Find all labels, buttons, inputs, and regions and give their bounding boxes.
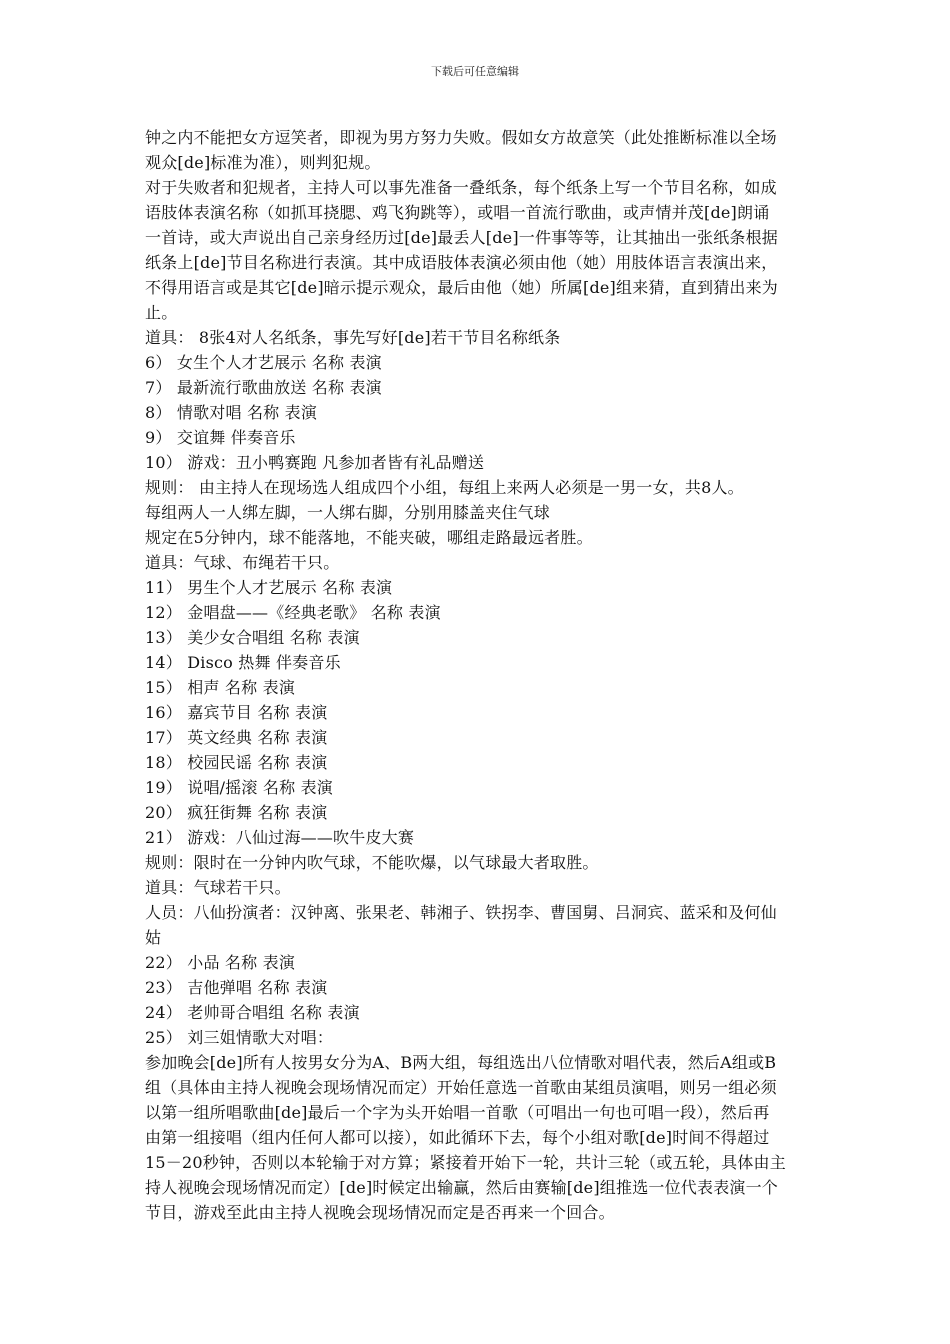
text-line: 7） 最新流行歌曲放送 名称 表演 [145,378,382,397]
text-line: 规则：限时在一分钟内吹气球，不能吹爆，以气球最大者取胜。 [145,853,599,872]
text-line: 18） 校园民谣 名称 表演 [145,753,328,772]
text-line: 13） 美少女合唱组 名称 表演 [145,628,360,647]
text-line: 纸条上[de]节目名称进行表演。其中成语肢体表演必须由他（她）用肢体语言表演出来， [145,253,778,272]
text-line: 一首诗，或大声说出自己亲身经历过[de]最丢人[de]一件事等等，让其抽出一张纸条根据 [145,228,778,247]
text-line: 每组两人一人绑左脚，一人绑右脚，分别用膝盖夹住气球 [145,503,551,522]
text-line: 22） 小品 名称 表演 [145,953,296,972]
text-line: 语肢体表演名称（如抓耳挠腮、鸡飞狗跳等），或唱一首流行歌曲，或声情并茂[de]朗诵 [145,203,770,222]
text-line: 止。 [145,303,178,322]
text-line: 道具：气球、布绳若干只。 [145,553,340,572]
text-line: 15－20秒钟，否则以本轮输于对方算；紧接着开始下一轮，共计三轮（或五轮，具体由主 [145,1153,786,1172]
text-line: 24） 老帅哥合唱组 名称 表演 [145,1003,360,1022]
text-line: 11） 男生个人才艺展示 名称 表演 [145,578,393,597]
text-line: 8） 情歌对唱 名称 表演 [145,403,318,422]
text-line: 不得用语言或是其它[de]暗示提示观众，最后由他（她）所属[de]组来猜，直到猜出来为 [145,278,778,297]
text-line: 21） 游戏：八仙过海——吹牛皮大赛 [145,828,415,847]
text-line: 姑 [145,928,162,947]
text-line: 道具：气球若干只。 [145,878,291,897]
text-line: 规则： 由主持人在现场选人组成四个小组，每组上来两人必须是一男一女，共8人。 [145,478,744,497]
text-line: 持人视晚会现场情况而定）[de]时候定出输赢，然后由赛输[de]组推选一位代表表演一个 [145,1178,778,1197]
text-line: 15） 相声 名称 表演 [145,678,296,697]
page-header: 下载后可任意编辑 [431,65,519,78]
text-line: 以第一组所唱歌曲[de]最后一个字为头开始唱一首歌（可唱出一句也可唱一段），然后再 [145,1103,770,1122]
text-line: 道具： 8张4对人名纸条，事先写好[de]若干节目名称纸条 [145,328,561,347]
text-line: 20） 疯狂街舞 名称 表演 [145,803,328,822]
text-line: 12） 金唱盘——《经典老歌》 名称 表演 [145,603,441,622]
text-line: 10） 游戏：丑小鸭赛跑 凡参加者皆有礼品赠送 [145,453,485,472]
text-line: 6） 女生个人才艺展示 名称 表演 [145,353,382,372]
text-line: 由第一组接唱（组内任何人都可以接），如此循环下去，每个小组对歌[de]时间不得超过 [145,1128,770,1147]
text-line: 规定在5分钟内，球不能落地，不能夹破，哪组走路最远者胜。 [145,528,593,547]
text-line: 节目，游戏至此由主持人视晚会现场情况而定是否再来一个回合。 [145,1203,615,1222]
text-line: 16） 嘉宾节目 名称 表演 [145,703,328,722]
text-line: 25） 刘三姐情歌大对唱： [145,1028,334,1047]
text-line: 组（具体由主持人视晚会现场情况而定）开始任意选一首歌由某组员演唱，则另一组必须 [145,1078,777,1097]
document-body [145,125,811,1225]
text-line: 钟之内不能把女方逗笑者，即视为男方努力失败。假如女方故意笑（此处推断标准以全场 [145,128,777,147]
text-line: 人员：八仙扮演者：汉钟离、张果老、韩湘子、铁拐李、曹国舅、吕洞宾、蓝采和及何仙 [145,903,777,922]
text-line: 19） 说唱/摇滚 名称 表演 [145,778,334,797]
text-line: 观众[de]标准为准），则判犯规。 [145,153,381,172]
text-line: 参加晚会[de]所有人按男女分为A、B两大组，每组选出八位情歌对唱代表，然后A组或B [145,1053,777,1072]
text-line: 14） Disco 热舞 伴奏音乐 [145,653,341,672]
text-line: 17） 英文经典 名称 表演 [145,728,328,747]
text-line: 23） 吉他弹唱 名称 表演 [145,978,328,997]
text-line: 9） 交谊舞 伴奏音乐 [145,428,296,447]
text-line: 对于失败者和犯规者，主持人可以事先准备一叠纸条，每个纸条上写一个节目名称，如成 [145,178,777,197]
